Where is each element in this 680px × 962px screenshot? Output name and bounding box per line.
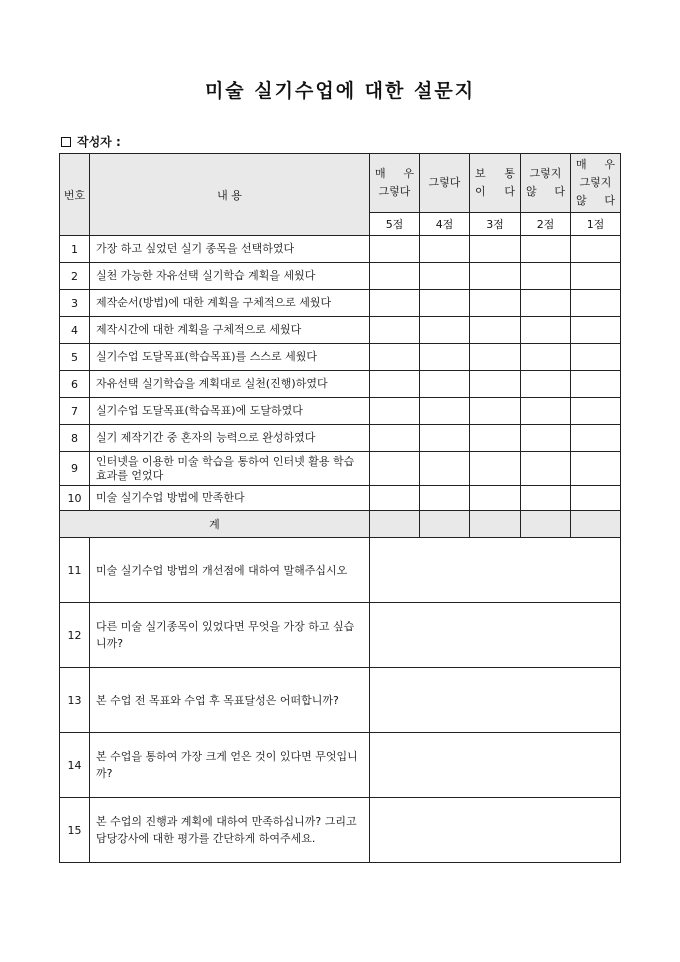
question-row	[60, 798, 621, 863]
answer-area[interactable]	[370, 538, 621, 603]
answer-cell[interactable]	[370, 452, 420, 486]
page-title: 미술 실기수업에 대한 설문지	[204, 80, 476, 102]
answer-area[interactable]	[370, 603, 621, 668]
answer-cell[interactable]	[571, 452, 621, 486]
checkbox-icon	[61, 137, 71, 147]
answer-cell[interactable]	[370, 398, 420, 425]
total-row	[60, 511, 621, 538]
question-text: 본 수업의 진행과 계획에 대하여 만족하십니까? 그리고 담당강사에 대한 평가를 간단하게 하여주세요.	[90, 798, 370, 863]
answer-cell[interactable]	[521, 398, 571, 425]
item-number: 5	[60, 344, 90, 371]
header-number: 번호	[60, 154, 90, 236]
answer-cell[interactable]	[420, 398, 470, 425]
table-row	[60, 344, 621, 371]
header-content: 내 용	[90, 154, 370, 236]
table-row	[60, 452, 621, 486]
header-scale-3: 보 통 이 다	[470, 154, 521, 213]
item-text: 실천 가능한 자유선택 실기학습 계획을 세웠다	[90, 263, 370, 290]
answer-cell[interactable]	[420, 317, 470, 344]
item-number: 8	[60, 425, 90, 452]
item-text: 인터넷을 이용한 미술 학습을 통하여 인터넷 활용 학습 효과를 얻었다	[90, 452, 370, 486]
answer-area[interactable]	[370, 668, 621, 733]
points-5: 5점	[370, 213, 420, 236]
answer-cell[interactable]	[571, 344, 621, 371]
total-cell[interactable]	[370, 511, 420, 538]
question-number: 14	[60, 733, 90, 798]
answer-cell[interactable]	[521, 452, 571, 486]
header-scale-4: 그렇다	[420, 154, 470, 213]
answer-cell[interactable]	[370, 317, 420, 344]
survey-table	[59, 153, 621, 863]
answer-cell[interactable]	[420, 344, 470, 371]
answer-cell[interactable]	[521, 486, 571, 511]
question-number: 12	[60, 603, 90, 668]
question-number: 13	[60, 668, 90, 733]
answer-cell[interactable]	[521, 290, 571, 317]
answer-cell[interactable]	[470, 398, 521, 425]
question-text: 다른 미술 실기종목이 있었다면 무엇을 가장 하고 싶습니까?	[90, 603, 370, 668]
item-text: 실기 제작기간 중 혼자의 능력으로 완성하였다	[90, 425, 370, 452]
table-row	[60, 486, 621, 511]
table-row	[60, 398, 621, 425]
points-2: 2점	[521, 213, 571, 236]
points-1: 1점	[571, 213, 621, 236]
item-number: 3	[60, 290, 90, 317]
question-text: 미술 실기수업 방법의 개선점에 대하여 말해주십시오	[90, 538, 370, 603]
answer-cell[interactable]	[420, 371, 470, 398]
answer-cell[interactable]	[370, 486, 420, 511]
item-text: 자유선택 실기학습을 계획대로 실천(진행)하였다	[90, 371, 370, 398]
answer-cell[interactable]	[470, 317, 521, 344]
table-row	[60, 425, 621, 452]
item-number: 10	[60, 486, 90, 511]
answer-cell[interactable]	[571, 290, 621, 317]
total-cell[interactable]	[470, 511, 521, 538]
header-scale-1: 매 우 그렇지 않 다	[571, 154, 621, 213]
answer-cell[interactable]	[571, 486, 621, 511]
answer-cell[interactable]	[420, 425, 470, 452]
table-row	[60, 317, 621, 344]
answer-cell[interactable]	[370, 290, 420, 317]
item-number: 7	[60, 398, 90, 425]
table-row	[60, 290, 621, 317]
author-field[interactable]	[61, 133, 121, 150]
question-row	[60, 733, 621, 798]
header-scale-5: 매 우 그렇다	[370, 154, 420, 213]
answer-cell[interactable]	[420, 290, 470, 317]
answer-cell[interactable]	[370, 344, 420, 371]
item-text: 실기수업 도달목표(학습목표)에 도달하였다	[90, 398, 370, 425]
answer-cell[interactable]	[571, 317, 621, 344]
answer-cell[interactable]	[420, 236, 470, 263]
item-text: 가장 하고 싶었던 실기 종목을 선택하였다	[90, 236, 370, 263]
answer-cell[interactable]	[470, 371, 521, 398]
answer-area[interactable]	[370, 733, 621, 798]
answer-cell[interactable]	[370, 371, 420, 398]
answer-cell[interactable]	[470, 236, 521, 263]
item-number: 1	[60, 236, 90, 263]
item-number: 4	[60, 317, 90, 344]
answer-cell[interactable]	[521, 263, 571, 290]
answer-cell[interactable]	[370, 236, 420, 263]
answer-cell[interactable]	[370, 263, 420, 290]
question-number: 15	[60, 798, 90, 863]
total-cell[interactable]	[521, 511, 571, 538]
question-row	[60, 668, 621, 733]
total-cell[interactable]	[420, 511, 470, 538]
item-number: 6	[60, 371, 90, 398]
table-row	[60, 263, 621, 290]
item-number: 9	[60, 452, 90, 486]
answer-cell[interactable]	[571, 371, 621, 398]
answer-cell[interactable]	[420, 263, 470, 290]
item-text: 제작순서(방법)에 대한 계획을 구체적으로 세웠다	[90, 290, 370, 317]
answer-cell[interactable]	[521, 425, 571, 452]
points-3: 3점	[470, 213, 521, 236]
answer-cell[interactable]	[470, 344, 521, 371]
answer-cell[interactable]	[571, 236, 621, 263]
question-number: 11	[60, 538, 90, 603]
answer-cell[interactable]	[470, 290, 521, 317]
author-label: 작성자 :	[77, 135, 121, 149]
answer-cell[interactable]	[470, 425, 521, 452]
answer-cell[interactable]	[571, 425, 621, 452]
answer-cell[interactable]	[521, 317, 571, 344]
answer-cell[interactable]	[470, 486, 521, 511]
answer-cell[interactable]	[521, 236, 571, 263]
item-text: 실기수업 도달목표(학습목표)를 스스로 세웠다	[90, 344, 370, 371]
item-text: 제작시간에 대한 계획을 구체적으로 세웠다	[90, 317, 370, 344]
points-4: 4점	[420, 213, 470, 236]
answer-area[interactable]	[370, 798, 621, 863]
item-text: 미술 실기수업 방법에 만족한다	[90, 486, 370, 511]
question-text: 본 수업을 통하여 가장 크게 얻은 것이 있다면 무엇입니까?	[90, 733, 370, 798]
header-scale-2: 그렇지 않 다	[521, 154, 571, 213]
answer-cell[interactable]	[571, 398, 621, 425]
answer-cell[interactable]	[470, 452, 521, 486]
table-row	[60, 371, 621, 398]
answer-cell[interactable]	[521, 371, 571, 398]
answer-cell[interactable]	[370, 425, 420, 452]
question-row	[60, 603, 621, 668]
table-row	[60, 236, 621, 263]
answer-cell[interactable]	[470, 263, 521, 290]
question-row	[60, 538, 621, 603]
total-cell[interactable]	[571, 511, 621, 538]
answer-cell[interactable]	[571, 263, 621, 290]
answer-cell[interactable]	[521, 344, 571, 371]
header-row	[60, 154, 621, 213]
question-text: 본 수업 전 목표와 수업 후 목표달성은 어떠합니까?	[90, 668, 370, 733]
answer-cell[interactable]	[420, 452, 470, 486]
answer-cell[interactable]	[420, 486, 470, 511]
total-label: 계	[60, 511, 370, 538]
item-number: 2	[60, 263, 90, 290]
